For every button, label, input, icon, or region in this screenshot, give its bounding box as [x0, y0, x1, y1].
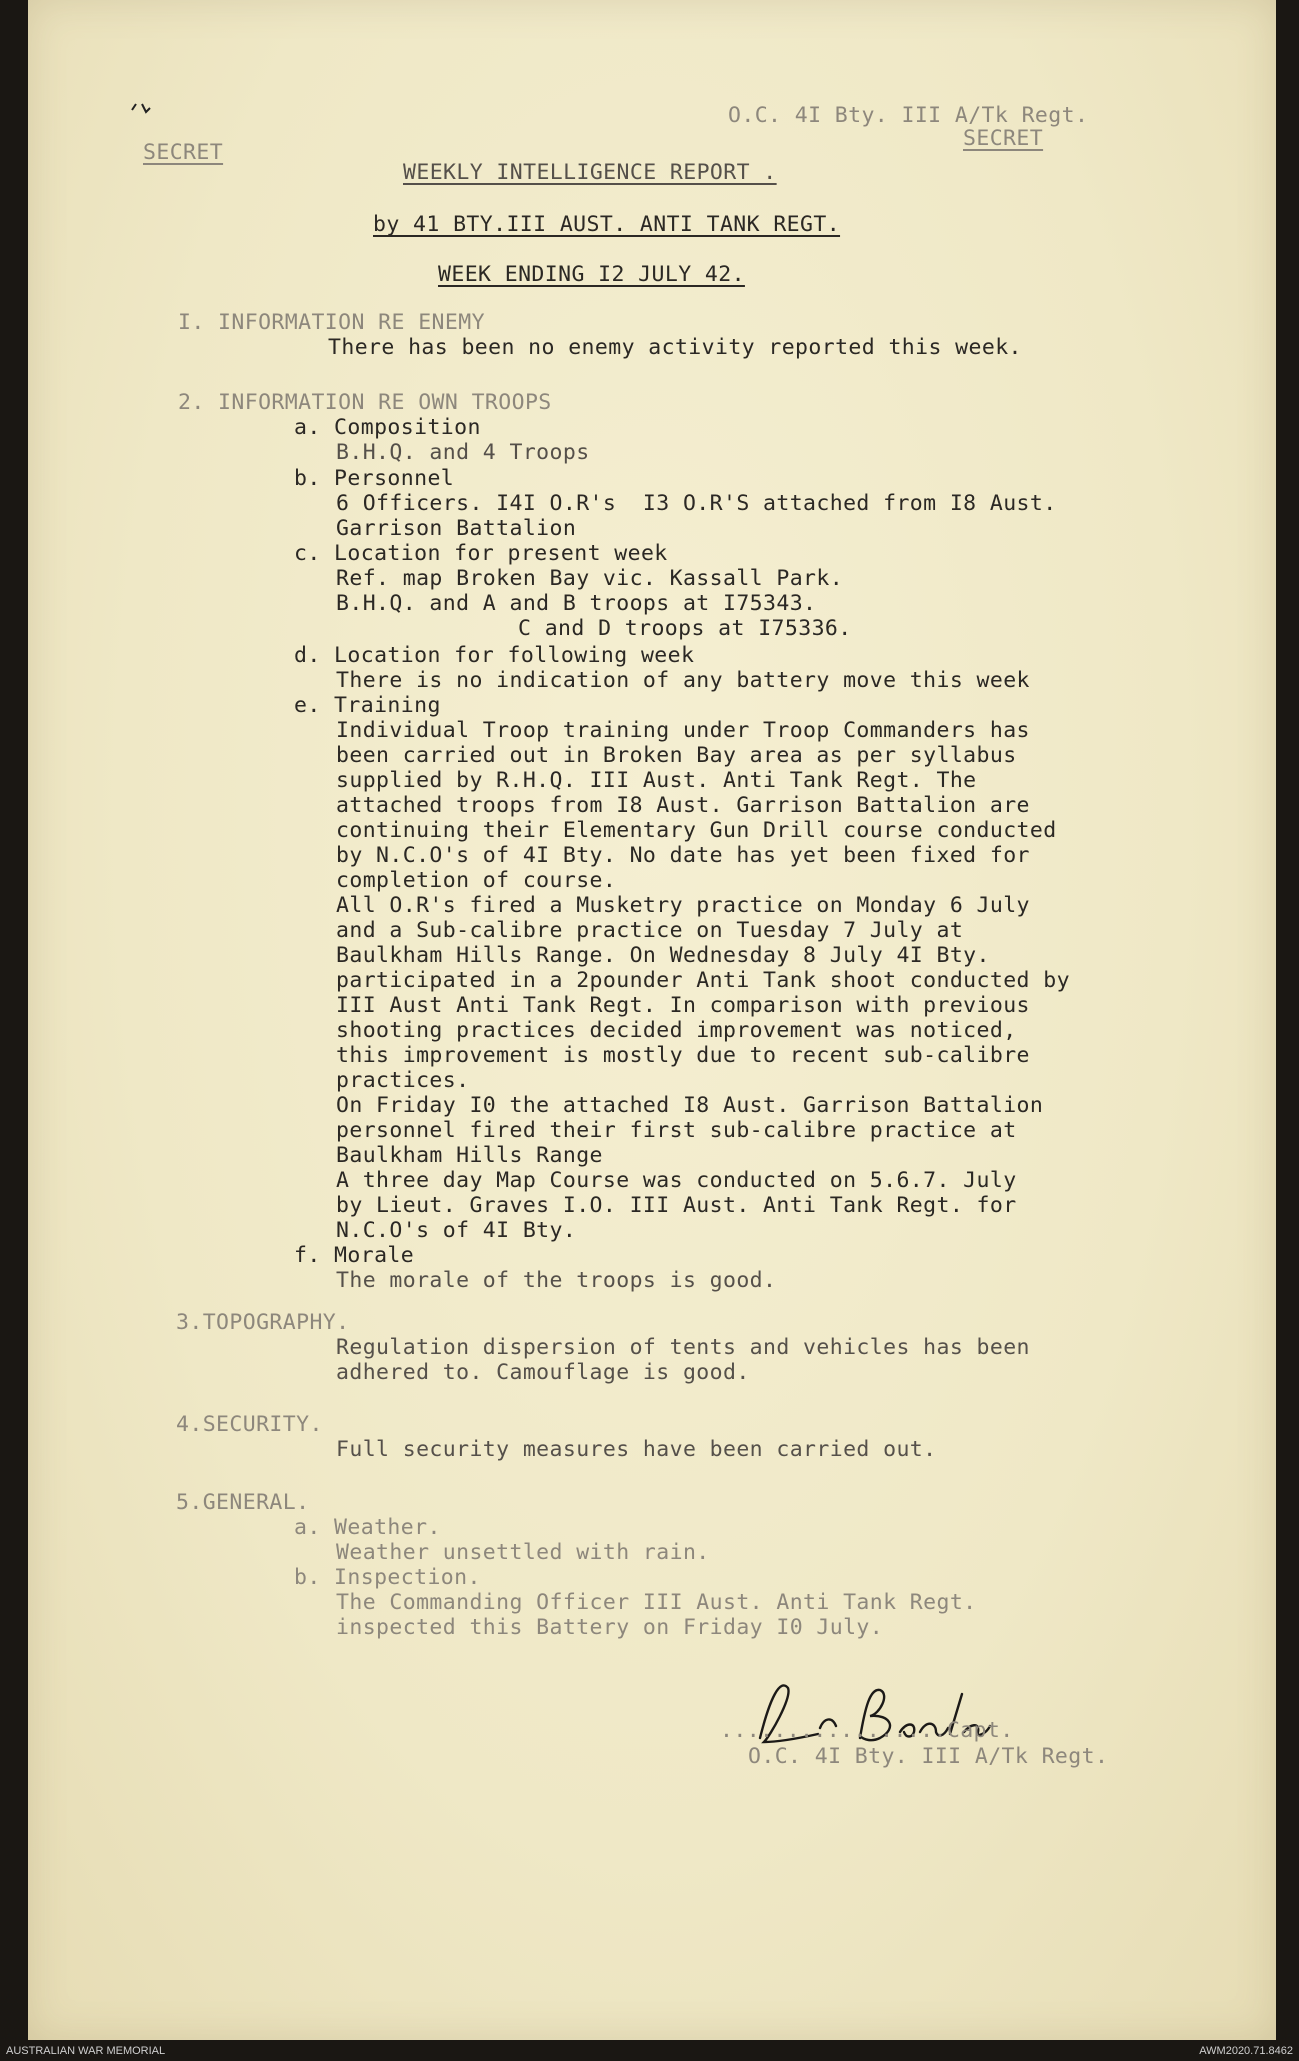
- training-line: by N.C.O's of 4I Bty. No date has yet been fixed for: [336, 843, 1030, 868]
- training-line: practices.: [336, 1068, 470, 1093]
- training-line: continuing their Elementary Gun Drill course conducted: [336, 818, 1057, 843]
- section-2a-label: a. Composition: [294, 415, 481, 440]
- section-2d-label: d. Location for following week: [294, 643, 695, 668]
- section-2b-text2: Garrison Battalion: [336, 516, 577, 541]
- archive-credit: AUSTRALIAN WAR MEMORIAL: [6, 2045, 166, 2057]
- training-line: N.C.O's of 4I Bty.: [336, 1218, 577, 1243]
- section-5a-label: a. Weather.: [294, 1515, 441, 1540]
- section-5b-text1: The Commanding Officer III Aust. Anti Tank Regt.: [336, 1590, 977, 1615]
- section-5a-text: Weather unsettled with rain.: [336, 1540, 710, 1565]
- training-line: by Lieut. Graves I.O. III Aust. Anti Tank Regt. for: [336, 1193, 1017, 1218]
- section-5b-text2: inspected this Battery on Friday I0 July.: [336, 1615, 884, 1640]
- week-ending: WEEK ENDING I2 JULY 42.: [438, 262, 745, 287]
- section-3-heading: 3.TOPOGRAPHY.: [176, 1310, 350, 1335]
- secret-stamp-left: SECRET: [143, 140, 224, 165]
- section-4-heading: 4.SECURITY.: [176, 1412, 323, 1437]
- training-line: and a Sub-calibre practice on Tuesday 7 July at: [336, 918, 964, 943]
- training-line: On Friday I0 the attached I8 Aust. Garrison Battalion: [336, 1093, 1044, 1118]
- pencil-mark-icon: [128, 100, 168, 144]
- signatory-title: O.C. 4I Bty. III A/Tk Regt.: [748, 1744, 1109, 1769]
- training-line: shooting practices decided improvement was noticed,: [336, 1018, 1017, 1043]
- section-2c-text2: B.H.Q. and A and B troops at I75343.: [336, 591, 817, 616]
- section-5-heading: 5.GENERAL.: [176, 1490, 310, 1515]
- training-line: III Aust Anti Tank Regt. In comparison with previous: [336, 993, 1030, 1018]
- section-3-line1: Regulation dispersion of tents and vehicles has been: [336, 1335, 1030, 1360]
- section-2c-label: c. Location for present week: [294, 541, 668, 566]
- section-2a-text: B.H.Q. and 4 Troops: [336, 440, 590, 465]
- training-line: Individual Troop training under Troop Commanders has: [336, 718, 1030, 743]
- section-1-heading: I. INFORMATION RE ENEMY: [178, 310, 485, 335]
- signature-line: .................Capt.: [720, 1718, 1014, 1743]
- section-4-line1: Full security measures have been carried out.: [336, 1437, 937, 1462]
- training-line: supplied by R.H.Q. III Aust. Anti Tank Regt. The: [336, 768, 977, 793]
- section-2c-text1: Ref. map Broken Bay vic. Kassall Park.: [336, 566, 844, 591]
- training-line: completion of course.: [336, 868, 617, 893]
- section-5b-label: b. Inspection.: [294, 1565, 481, 1590]
- training-line: Baulkham Hills Range. On Wednesday 8 July 4I Bty.: [336, 943, 990, 968]
- training-line: Baulkham Hills Range: [336, 1143, 603, 1168]
- top-right-header: O.C. 4I Bty. III A/Tk Regt.: [728, 103, 1089, 128]
- section-2d-text: There is no indication of any battery move this week: [336, 668, 1030, 693]
- section-2f-text: The morale of the troops is good.: [336, 1268, 777, 1293]
- archive-reference: AWM2020.71.8462: [1199, 2045, 1293, 2057]
- training-line: participated in a 2pounder Anti Tank shoot conducted by: [336, 968, 1070, 993]
- section-2e-label: e. Training: [294, 693, 441, 718]
- section-2b-text1: 6 Officers. I4I O.R's I3 O.R'S attached from I8 Aust.: [336, 491, 1057, 516]
- section-2b-label: b. Personnel: [294, 466, 455, 491]
- section-2f-label: f. Morale: [294, 1243, 415, 1268]
- training-line: A three day Map Course was conducted on 5.6.7. July: [336, 1168, 1017, 1193]
- document-page: [28, 0, 1276, 2040]
- section-3-line2: adhered to. Camouflage is good.: [336, 1360, 750, 1385]
- section-1-body: There has been no enemy activity reported this week.: [328, 335, 1022, 360]
- section-2-heading: 2. INFORMATION RE OWN TROOPS: [178, 390, 552, 415]
- training-line: this improvement is mostly due to recent sub-calibre: [336, 1043, 1030, 1068]
- report-subtitle: by 41 BTY.III AUST. ANTI TANK REGT.: [373, 212, 841, 237]
- section-2c-text3: C and D troops at I75336.: [518, 616, 852, 641]
- report-title: WEEKLY INTELLIGENCE REPORT .: [403, 160, 777, 185]
- training-line: been carried out in Broken Bay area as per syllabus: [336, 743, 1017, 768]
- training-line: attached troops from I8 Aust. Garrison Battalion are: [336, 793, 1030, 818]
- training-line: All O.R's fired a Musketry practice on Monday 6 July: [336, 893, 1030, 918]
- training-line: personnel fired their first sub-calibre practice at: [336, 1118, 1017, 1143]
- secret-stamp-right: SECRET: [963, 126, 1044, 151]
